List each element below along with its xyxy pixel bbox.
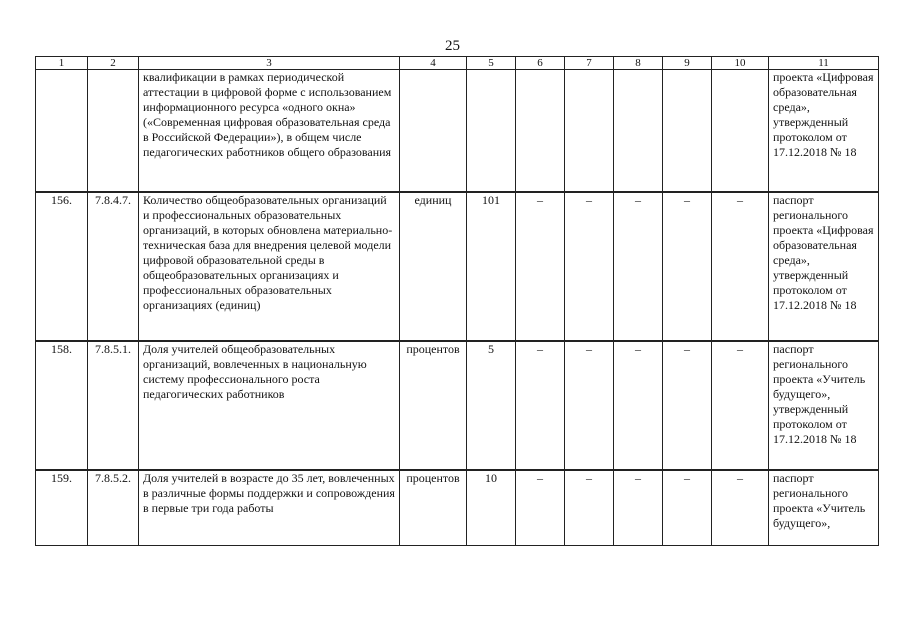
indicator-name: Доля учителей общеобразовательных организаций, вовлеченных в национальную систему профессионального роста педагогических работников (139, 341, 400, 470)
unit: процентов (400, 341, 467, 470)
value-col-10: – (712, 192, 769, 341)
header-col-10: 10 (712, 57, 769, 70)
value-col-10 (712, 70, 769, 193)
indicators-table (35, 56, 879, 546)
unit: процентов (400, 470, 467, 546)
header-col-2: 2 (88, 57, 139, 70)
indicator-code: 7.8.5.2. (88, 470, 139, 546)
value-col-7 (565, 70, 614, 193)
unit: единиц (400, 192, 467, 341)
header-col-4: 4 (400, 57, 467, 70)
header-col-11: 11 (769, 57, 879, 70)
row-number (36, 70, 88, 193)
header-col-5: 5 (467, 57, 516, 70)
value-col-6: – (516, 470, 565, 546)
value-col-7: – (565, 341, 614, 470)
indicator-code: 7.8.4.7. (88, 192, 139, 341)
header-col-6: 6 (516, 57, 565, 70)
value-col-6: – (516, 341, 565, 470)
source-document: проекта «Цифровая образовательная среда», утвержденный протоколом от 17.12.2018 № 18 (769, 70, 879, 193)
table-row (36, 70, 879, 193)
value-col-5: 10 (467, 470, 516, 546)
value-col-9 (663, 70, 712, 193)
row-number: 156. (36, 192, 88, 341)
header-row (36, 57, 879, 70)
table-row (36, 192, 879, 341)
table-row (36, 470, 879, 546)
row-number: 159. (36, 470, 88, 546)
value-col-9: – (663, 341, 712, 470)
value-col-5: 5 (467, 341, 516, 470)
indicator-code: 7.8.5.1. (88, 341, 139, 470)
value-col-5 (467, 70, 516, 193)
source-document: паспорт регионального проекта «Цифровая образовательная среда», утвержденный протоколом от 17.12.2018 № 18 (769, 192, 879, 341)
value-col-10: – (712, 470, 769, 546)
value-col-7: – (565, 192, 614, 341)
value-col-10: – (712, 341, 769, 470)
value-col-8 (614, 70, 663, 193)
value-col-5: 101 (467, 192, 516, 341)
source-document: паспорт регионального проекта «Учитель будущего», утвержденный протоколом от 17.12.2018 № 18 (769, 341, 879, 470)
indicator-name: квалификации в рамках периодической аттестации в цифровой форме с использованием информационного ресурса «одного окна» («Современная цифровая образовательная среда в Российской Федерации»), в общем числе педагогических работников общего образования (139, 70, 400, 193)
indicator-code (88, 70, 139, 193)
header-col-1: 1 (36, 57, 88, 70)
header-col-7: 7 (565, 57, 614, 70)
value-col-9: – (663, 470, 712, 546)
value-col-8: – (614, 341, 663, 470)
value-col-8: – (614, 470, 663, 546)
header-col-9: 9 (663, 57, 712, 70)
indicator-name: Доля учителей в возрасте до 35 лет, вовлеченных в различные формы поддержки и сопровождения в первые три года работы (139, 470, 400, 546)
header-col-3: 3 (139, 57, 400, 70)
source-document: паспорт регионального проекта «Учитель будущего», (769, 470, 879, 546)
row-number: 158. (36, 341, 88, 470)
value-col-6: – (516, 192, 565, 341)
value-col-6 (516, 70, 565, 193)
value-col-9: – (663, 192, 712, 341)
value-col-8: – (614, 192, 663, 341)
table-row (36, 341, 879, 470)
header-col-8: 8 (614, 57, 663, 70)
page-number: 25 (445, 38, 460, 54)
value-col-7: – (565, 470, 614, 546)
unit (400, 70, 467, 193)
indicator-name: Количество общеобразовательных организаций и профессиональных образовательных организаций, в которых обновлена материально-техническая база для внедрения целевой модели цифровой образовательной среды в общеобразовательных организациях и профессиональных образовательных организациях (единиц) (139, 192, 400, 341)
